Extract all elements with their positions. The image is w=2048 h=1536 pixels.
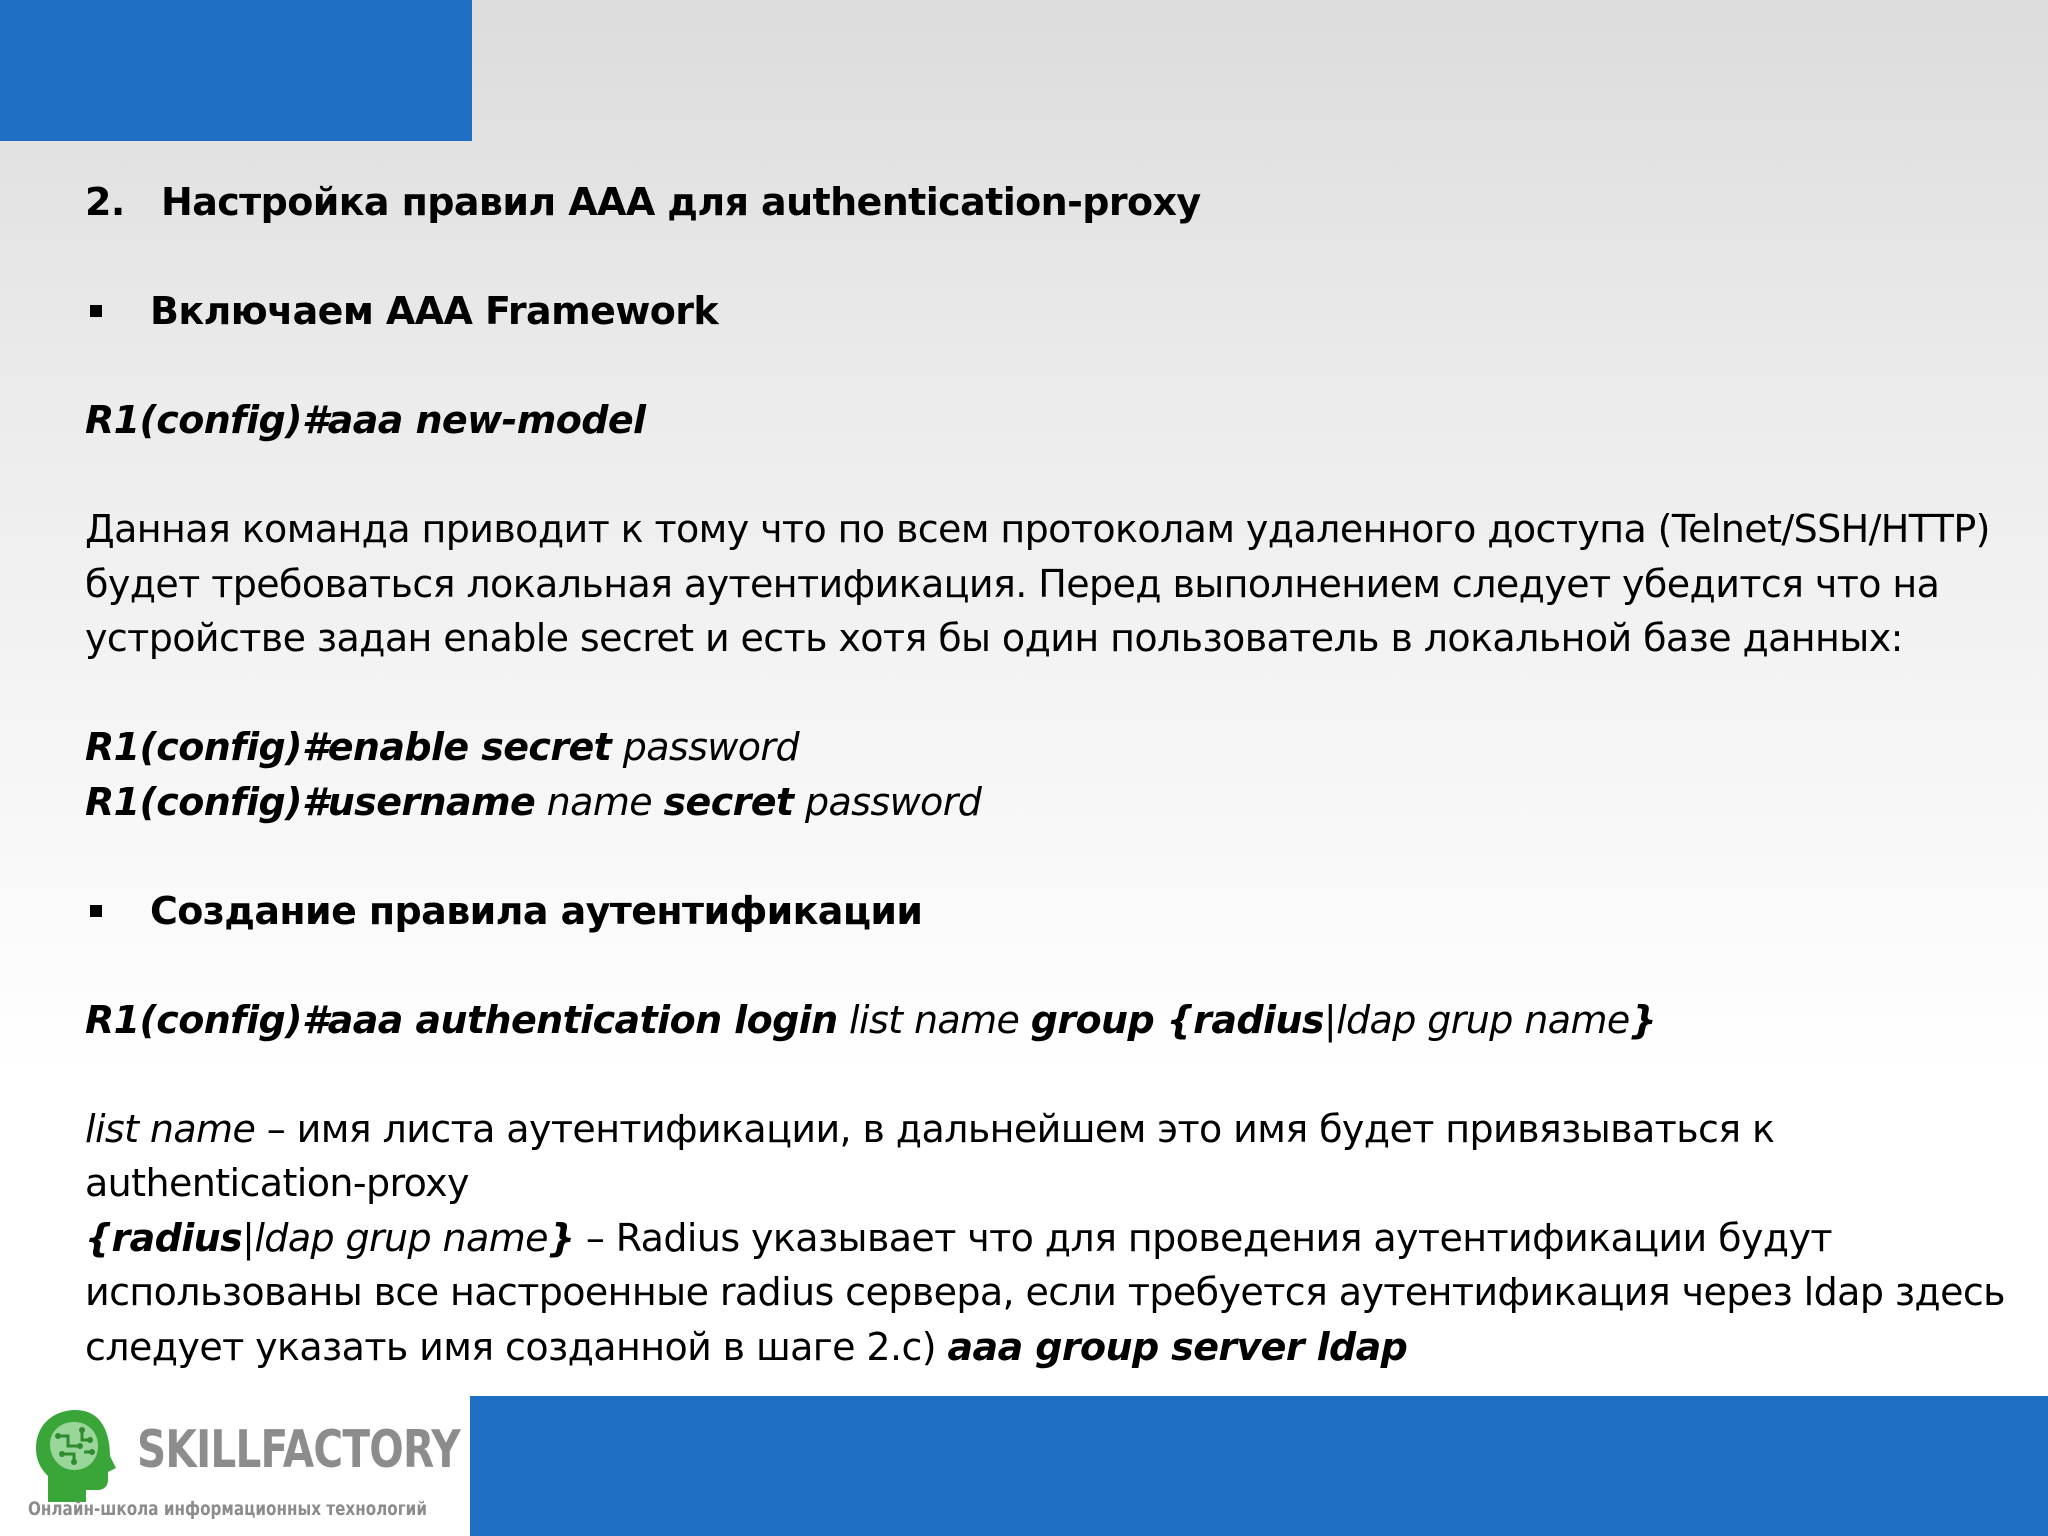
desc-radius-line-3 xyxy=(85,1320,2025,1375)
section-heading xyxy=(85,175,2025,230)
desc-radius-line-1 xyxy=(85,1211,2025,1266)
command-aaa-new-model: R1(config)#aaa new-model xyxy=(85,398,646,442)
top-accent-bar xyxy=(0,0,472,141)
desc-term: {radius xyxy=(85,1215,243,1260)
command-keyword: R1(config)#enable secret xyxy=(85,725,612,769)
desc-term: |ldap grup name xyxy=(242,1215,548,1260)
desc-list-name-line-2: authentication-proxy xyxy=(85,1161,469,1205)
command-keyword: R1(config)#aaa authentication login xyxy=(85,997,838,1042)
command-argument: password xyxy=(793,779,982,824)
desc-term: } xyxy=(547,1215,575,1260)
slide-content xyxy=(85,175,2025,1374)
command-argument: list name xyxy=(837,997,1031,1042)
paragraph-line-1: Данная команда приводит к тому что по всем протоколам удаленного доступа (Telnet/SSH/HTTP) xyxy=(85,507,1990,551)
desc-radius-line-2: использованы все настроенные radius сервера, если требуется аутентификация через ldap здесь xyxy=(85,1270,2005,1314)
desc-text: следует указать имя созданной в шаге 2.c) xyxy=(85,1324,948,1369)
command-aaa-authentication xyxy=(85,993,2025,1048)
bullet-square-icon xyxy=(90,905,102,917)
logo-subtitle: Онлайн-школа информационных технологий xyxy=(28,1498,427,1520)
bottom-accent-bar xyxy=(470,1396,2048,1536)
paragraph-line-3: устройстве задан enable secret и есть хотя бы один пользователь в локальной базе данных: xyxy=(85,616,1903,660)
skillfactory-logo xyxy=(22,1398,460,1528)
desc-text: – Radius указывает что для проведения аутентификации будут xyxy=(574,1215,1832,1260)
command-username xyxy=(85,775,2025,830)
command-argument: name xyxy=(535,779,664,824)
command-argument: |ldap grup name xyxy=(1323,997,1630,1042)
logo-title: SKILLFACTORY xyxy=(137,1420,460,1480)
command-keyword: secret xyxy=(663,779,794,824)
desc-term: list name xyxy=(85,1106,256,1151)
bullet-item-auth-rule xyxy=(85,884,2025,939)
command-keyword: R1(config)#username xyxy=(85,779,536,824)
command-keyword: aaa group server ldap xyxy=(947,1324,1408,1369)
command-enable-secret xyxy=(85,720,2025,775)
bullet-text: Создание правила аутентификации xyxy=(150,888,923,933)
command-keyword: group {radius xyxy=(1030,997,1324,1042)
bullet-item-aaa-framework xyxy=(85,284,2025,339)
command-keyword: } xyxy=(1629,997,1657,1042)
bullet-text: Включаем AAA Framework xyxy=(150,289,719,333)
command-argument: password xyxy=(611,725,799,769)
desc-text: – имя листа аутентификации, в дальнейшем это имя будет привязываться к xyxy=(255,1106,1775,1151)
section-title: Настройка правил AAA для authentication-proxy xyxy=(161,180,1201,224)
section-number: 2. xyxy=(85,180,125,224)
paragraph-line-2: будет требоваться локальная аутентификация. Перед выполнением следует убедится что на xyxy=(85,561,1940,606)
desc-list-name-line-1 xyxy=(85,1102,2025,1157)
bullet-square-icon xyxy=(90,305,102,317)
